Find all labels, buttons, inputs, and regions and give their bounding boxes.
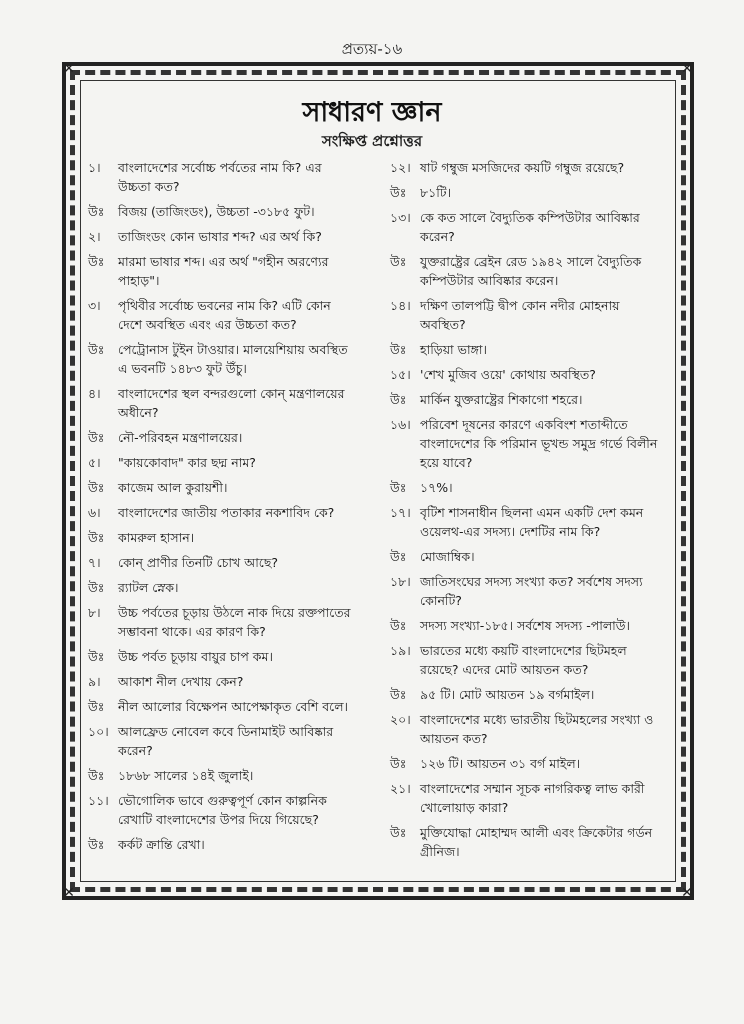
corner-ornament-icon: ✕: [681, 885, 693, 901]
item-text: কে কত সালে বৈদ্যুতিক কম্পিউটার আবিষ্কার করেন?: [420, 210, 640, 244]
answer-item: [88, 428, 358, 447]
corner-ornament-icon: ✕: [681, 61, 693, 77]
item-label: ৬।: [88, 505, 101, 520]
question-item: [390, 296, 660, 334]
answer-item: [390, 340, 660, 359]
corner-ornament-icon: ✕: [63, 61, 75, 77]
answer-item: [88, 697, 358, 716]
question-item: [390, 415, 660, 472]
question-item: [390, 641, 660, 679]
answer-item: [88, 578, 358, 597]
item-label: উঃ: [390, 687, 407, 702]
item-text: বাংলাদেশের সম্মান সূচক নাগরিকত্ব লাভ কারী খোলোয়াড় কারা?: [420, 781, 645, 815]
answer-item: [390, 754, 660, 773]
item-label: উঃ: [88, 768, 105, 783]
item-text: কোন্ প্রাণীর তিনটি চোখ আছে?: [118, 555, 279, 570]
item-label: ৫।: [88, 455, 101, 470]
answer-item: [88, 252, 358, 290]
item-text: ষাট গম্বুজ মসজিদের কয়টি গম্বুজ রয়েছে?: [420, 160, 625, 175]
item-label: ১০।: [88, 724, 109, 739]
question-item: [88, 791, 358, 829]
question-item: [88, 603, 358, 641]
right-column: [390, 158, 660, 867]
answer-item: [390, 478, 660, 497]
item-text: তাজিংডং কোন ভাষার শব্দ? এর অর্থ কি?: [118, 229, 322, 244]
item-label: ২।: [88, 229, 101, 244]
item-text: উচ্চ পর্বত চূড়ায় বায়ুর চাপ কম।: [118, 649, 273, 664]
page-subtitle: সংক্ষিপ্ত প্রশ্নোত্তর: [321, 132, 423, 150]
item-text: উচ্চ পর্বতের চূড়ায় উঠলে নাক দিয়ে রক্তপাতের সম্ভাবনা থাকে। এর কারণ কি?: [118, 605, 351, 639]
item-label: ৩।: [88, 298, 101, 313]
page-title: সাধারণ জ্ঞান: [302, 97, 442, 128]
item-text: আলফ্রেড নোবেল কবে ডিনামাইট আবিষ্কার করেন?: [118, 724, 334, 758]
item-label: ১৫।: [390, 367, 411, 382]
question-item: [88, 672, 358, 691]
item-text: জাতিসংঘের সদস্য সংখ্যা কত? সর্বশেষ সদস্য কোনটি?: [420, 574, 643, 608]
item-text: মুক্তিযোদ্ধা মোহাম্মদ আলী এবং ক্রিকেটার গর্ডন গ্রীনিজ।: [420, 825, 653, 859]
item-label: উঃ: [88, 580, 105, 595]
question-item: [88, 453, 358, 472]
question-item: [88, 227, 358, 246]
item-text: যুক্তরাষ্ট্রের ব্রেইন রেড ১৯৪২ সালে বৈদ্যুতিক কম্পিউটার আবিষ্কার করেন।: [420, 254, 642, 288]
corner-ornament-icon: ✕: [63, 885, 75, 901]
question-item: [390, 208, 660, 246]
item-text: নীল আলোর বিক্ষেপন আপেক্ষাকৃত বেশি বলে।: [118, 699, 348, 714]
item-label: ১৭।: [390, 505, 411, 520]
question-item: [88, 722, 358, 760]
answer-item: [390, 252, 660, 290]
answer-item: [390, 183, 660, 202]
item-text: ১৭%।: [420, 480, 453, 495]
item-label: উঃ: [88, 530, 105, 545]
answer-item: [88, 528, 358, 547]
item-text: দক্ষিণ তালপট্টি দ্বীপ কোন নদীর মোহনায় অবস্থিত?: [420, 298, 620, 332]
item-text: ভারতের মধ্যে কয়টি বাংলাদেশের ছিটমহল রয়েছে? এদের মোট আয়তন কত?: [420, 643, 627, 677]
item-text: আকাশ নীল দেখায় কেন?: [118, 674, 244, 689]
item-label: উঃ: [88, 649, 105, 664]
page-number: প্রত্যয়-১৬: [341, 40, 403, 58]
item-text: বাংলাদেশের জাতীয় পতাকার নকশাবিদ কে?: [118, 505, 335, 520]
item-text: কর্কট ক্রান্তি রেখা।: [118, 837, 205, 852]
item-label: উঃ: [390, 392, 407, 407]
item-text: ১৮৬৮ সালের ১৪ই জুলাই।: [118, 768, 254, 783]
item-label: উঃ: [88, 837, 105, 852]
item-label: ৮।: [88, 605, 101, 620]
item-text: র‍্যাটল স্নেক।: [118, 580, 179, 595]
item-label: ১৬।: [390, 417, 411, 432]
item-label: ১৯।: [390, 643, 411, 658]
item-text: পৃথিবীর সর্বোচ্চ ভবনের নাম কি? এটি কোন দেশে অবস্থিত এবং এর উচ্চতা কত?: [118, 298, 331, 332]
answer-item: [390, 390, 660, 409]
item-text: পরিবেশ দূষনের কারণে একবিংশ শতাব্দীতে বাংলাদেশের কি পরিমান ভূখন্ড সমুদ্র গর্ভে বিলীন হয়ে যাবে?: [420, 417, 658, 470]
item-label: উঃ: [88, 342, 105, 357]
answer-item: [88, 835, 358, 854]
item-label: উঃ: [88, 480, 105, 495]
question-item: [390, 158, 660, 177]
item-text: নৌ-পরিবহন মন্ত্রণালয়ের।: [118, 430, 243, 445]
item-text: কামরুল হাসান।: [118, 530, 195, 545]
item-text: কাজেম আল কুরায়শী।: [118, 480, 228, 495]
item-label: উঃ: [88, 204, 105, 219]
item-label: উঃ: [390, 185, 407, 200]
item-text: সদস্য সংখ্যা-১৮৫। সর্বশেষ সদস্য -পালাউ।: [420, 618, 631, 633]
item-label: উঃ: [88, 699, 105, 714]
answer-item: [88, 202, 358, 221]
question-item: [88, 503, 358, 522]
item-label: ১২।: [390, 160, 411, 175]
item-text: বৃটিশ শাসনাধীন ছিলনা এমন একটি দেশ কমন ওয়েলথ-এর সদস্য। দেশটির নাম কি?: [420, 505, 644, 539]
item-text: বাংলাদেশের সর্বোচ্চ পর্বতের নাম কি? এর উচ্চতা কত?: [118, 160, 322, 194]
question-item: [88, 553, 358, 572]
item-text: ৯৫ টি। মোট আয়তন ১৯ বর্গমাইল।: [420, 687, 595, 702]
item-text: মোজাম্বিক।: [420, 549, 475, 564]
item-label: উঃ: [390, 618, 407, 633]
question-item: [88, 158, 358, 196]
item-text: 'শেখ মুজিব ওয়ে' কোথায় অবস্থিত?: [420, 367, 596, 382]
answer-item: [88, 340, 358, 378]
answer-item: [88, 478, 358, 497]
item-label: উঃ: [390, 825, 407, 840]
item-text: ভৌগোলিক ভাবে গুরুত্বপূর্ণ কোন কাল্পনিক রেখাটি বাংলাদেশের উপর দিয়ে গিয়েছে?: [118, 793, 327, 827]
item-text: বাংলাদেশের স্থল বন্দরগুলো কোন্ মন্ত্রণালয়ের অধীনে?: [118, 386, 345, 420]
item-label: ১।: [88, 160, 101, 175]
item-label: ২১।: [390, 781, 411, 796]
item-label: ১৮।: [390, 574, 411, 589]
answer-item: [88, 766, 358, 785]
question-item: [88, 296, 358, 334]
item-label: ৪।: [88, 386, 101, 401]
item-text: ৮১টি।: [420, 185, 452, 200]
item-label: ১৪।: [390, 298, 411, 313]
item-label: উঃ: [88, 254, 105, 269]
question-item: [390, 710, 660, 748]
item-label: উঃ: [390, 342, 407, 357]
item-label: উঃ: [390, 549, 407, 564]
item-text: বিজয় (তাজিংডং), উচ্চতা -৩১৮৫ ফুট।: [118, 204, 315, 219]
question-item: [390, 365, 660, 384]
item-text: পেট্রোনাস টুইন টাওয়ার। মালয়েশিয়ায় অবস্থিত এ ভবনটি ১৪৮৩ ফুট উঁচু।: [118, 342, 348, 376]
item-text: মারমা ভাষার শব্দ। এর অর্থ "গহীন অরণ্যের পাহাড়"।: [118, 254, 329, 288]
item-label: ২০।: [390, 712, 411, 727]
item-text: ১২৬ টি। আয়তন ৩১ বর্গ মাইল।: [420, 756, 581, 771]
answer-item: [390, 547, 660, 566]
answer-item: [390, 616, 660, 635]
answer-item: [390, 685, 660, 704]
question-item: [390, 572, 660, 610]
question-item: [390, 503, 660, 541]
item-label: উঃ: [390, 480, 407, 495]
answer-item: [88, 647, 358, 666]
item-label: উঃ: [390, 254, 407, 269]
item-label: ৯।: [88, 674, 101, 689]
question-item: [88, 384, 358, 422]
item-text: মার্কিন যুক্তরাষ্ট্রের শিকাগো শহরে।: [420, 392, 583, 407]
item-label: ৭।: [88, 555, 101, 570]
answer-item: [390, 823, 660, 861]
item-label: উঃ: [390, 756, 407, 771]
left-column: [88, 158, 358, 860]
item-text: বাংলাদেশের মধ্যে ভারতীয় ছিটমহলের সংখ্যা ও আয়তন কত?: [420, 712, 654, 746]
item-text: "কায়কোবাদ" কার ছদ্ম নাম?: [118, 455, 256, 470]
question-item: [390, 779, 660, 817]
item-label: ১১।: [88, 793, 109, 808]
item-label: উঃ: [88, 430, 105, 445]
item-label: ১৩।: [390, 210, 411, 225]
item-text: হাড়িয়া ভাঙ্গা।: [420, 342, 487, 357]
